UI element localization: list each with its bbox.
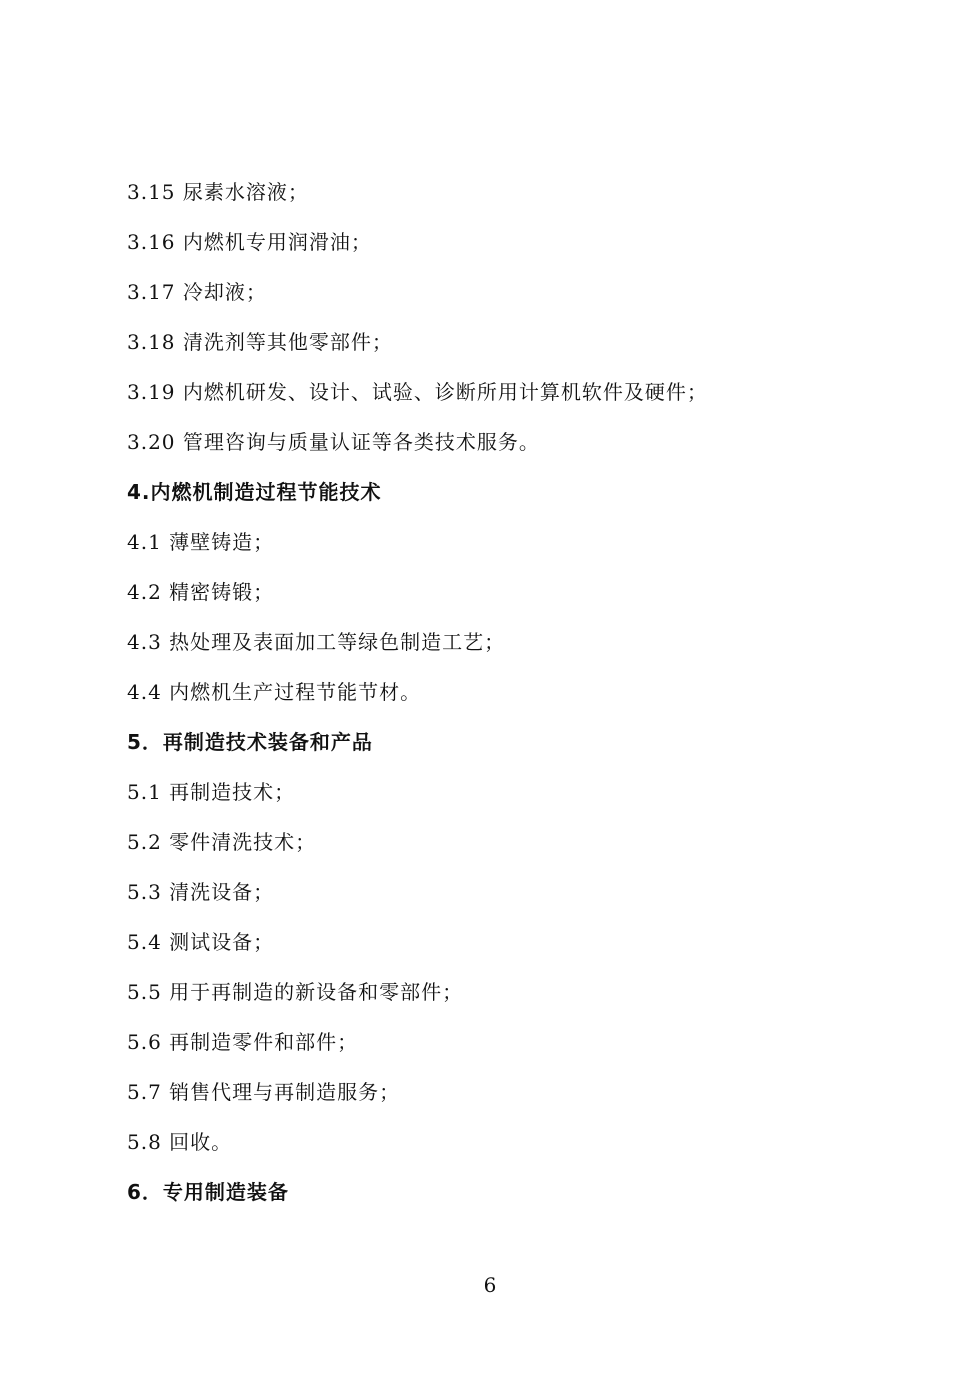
list-item: 5.8 回收。	[127, 1130, 233, 1154]
list-item: 5.7 销售代理与再制造服务；	[127, 1080, 401, 1104]
list-item: 5.5 用于再制造的新设备和零部件；	[127, 980, 464, 1004]
list-item: 5.3 清洗设备；	[127, 880, 275, 904]
list-item: 4.2 精密铸锻；	[127, 580, 275, 604]
section-heading: 6．专用制造装备	[127, 1180, 289, 1204]
list-item: 3.16 内燃机专用润滑油；	[127, 230, 372, 254]
list-item: 5.4 测试设备；	[127, 930, 275, 954]
list-item: 5.2 零件清洗技术；	[127, 830, 317, 854]
page-number: 6	[483, 1273, 497, 1297]
list-item: 3.20 管理咨询与质量认证等各类技术服务。	[127, 430, 540, 454]
section-heading: 4.内燃机制造过程节能技术	[127, 480, 382, 504]
list-item: 3.19 内燃机研发、设计、试验、诊断所用计算机软件及硬件；	[127, 380, 708, 404]
list-item: 4.1 薄壁铸造；	[127, 530, 275, 554]
list-item: 3.17 冷却液；	[127, 280, 267, 304]
list-item: 3.18 清洗剂等其他零部件；	[127, 330, 393, 354]
list-item: 4.4 内燃机生产过程节能节材。	[127, 680, 422, 704]
list-item: 3.15 尿素水溶液；	[127, 180, 309, 204]
list-item: 5.6 再制造零件和部件；	[127, 1030, 359, 1054]
section-heading: 5．再制造技术装备和产品	[127, 730, 373, 754]
list-item: 4.3 热处理及表面加工等绿色制造工艺；	[127, 630, 506, 654]
text-body	[127, 172, 887, 1222]
list-item: 5.1 再制造技术；	[127, 780, 296, 804]
